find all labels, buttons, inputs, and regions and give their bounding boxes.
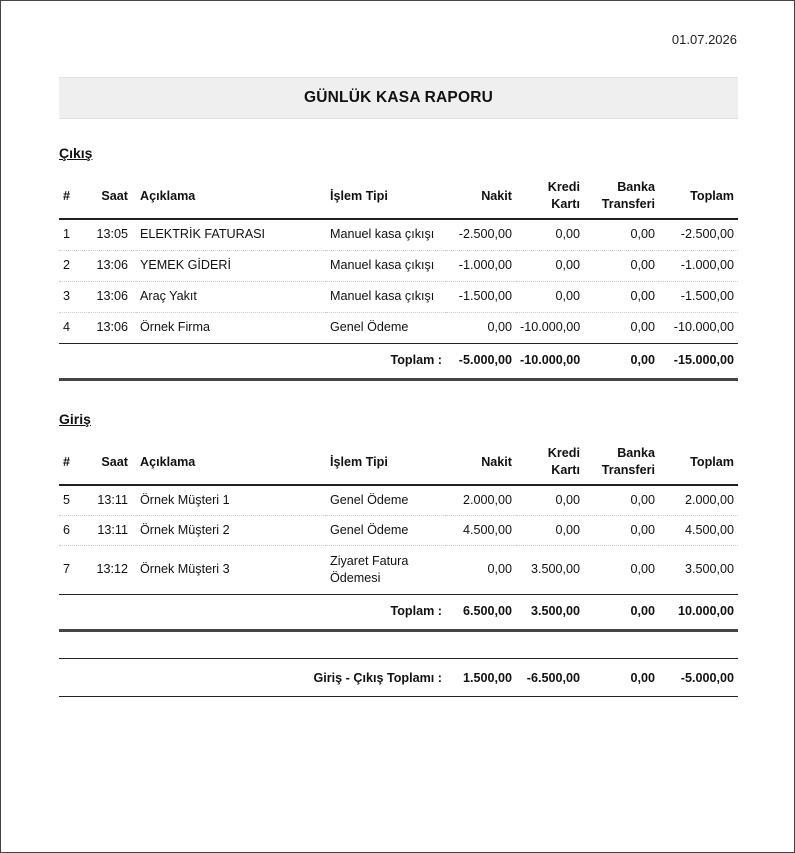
row-index: 1 [59,219,89,250]
col-cash-header: Nakit [446,174,516,219]
table-row [59,281,738,312]
table-row [59,485,738,515]
row-type: Ziyaret Fatura Ödemesi [326,545,446,594]
inflow-table [59,440,738,632]
row-cash: 0,00 [446,312,516,343]
row-cash: 0,00 [446,545,516,594]
net-cash: 1.500,00 [446,659,516,697]
col-type-header: İşlem Tipi [326,440,446,485]
row-cash: -2.500,00 [446,219,516,250]
total-cash: 6.500,00 [446,594,516,630]
table-row [59,545,738,594]
row-description: Örnek Müşteri 1 [136,485,326,515]
row-index: 4 [59,312,89,343]
row-time: 13:06 [89,281,136,312]
row-index: 7 [59,545,89,594]
row-time: 13:12 [89,545,136,594]
col-index-header: # [59,440,89,485]
row-time: 13:06 [89,312,136,343]
row-type: Genel Ödeme [326,312,446,343]
row-type: Manuel kasa çıkışı [326,219,446,250]
inflow-total-row [59,594,738,630]
row-cash: 2.000,00 [446,485,516,515]
total-card: -10.000,00 [516,343,584,379]
total-label: Toplam : [59,343,446,379]
col-bank-header: Banka Transferi [584,440,659,485]
table-header-row [59,174,738,219]
row-description: Örnek Müşteri 3 [136,545,326,594]
col-total-header: Toplam [659,174,738,219]
table-row [59,250,738,281]
row-bank: 0,00 [584,485,659,515]
table-header-row [59,440,738,485]
row-bank: 0,00 [584,250,659,281]
outflow-heading: Çıkış [59,145,93,161]
col-time-header: Saat [89,174,136,219]
row-total: 2.000,00 [659,485,738,515]
total-bank: 0,00 [584,343,659,379]
net-bank: 0,00 [584,659,659,697]
row-card: -10.000,00 [516,312,584,343]
inflow-heading: Giriş [59,411,91,427]
net-total: -5.000,00 [659,659,738,697]
row-cash: -1.000,00 [446,250,516,281]
net-total-table [59,659,738,697]
row-total: -10.000,00 [659,312,738,343]
row-total: 3.500,00 [659,545,738,594]
col-cash-header: Nakit [446,440,516,485]
report-title-bar [59,77,738,119]
row-type: Genel Ödeme [326,485,446,515]
row-bank: 0,00 [584,219,659,250]
row-bank: 0,00 [584,312,659,343]
net-total-label: Giriş - Çıkış Toplamı : [59,659,446,697]
row-card: 0,00 [516,515,584,545]
row-total: -1.000,00 [659,250,738,281]
row-time: 13:06 [89,250,136,281]
row-cash: -1.500,00 [446,281,516,312]
total-card: 3.500,00 [516,594,584,630]
report-date: 01.07.2026 [671,32,737,47]
row-description: Örnek Müşteri 2 [136,515,326,545]
row-type: Manuel kasa çıkışı [326,250,446,281]
row-type: Genel Ödeme [326,515,446,545]
row-index: 2 [59,250,89,281]
row-total: -2.500,00 [659,219,738,250]
col-type-header: İşlem Tipi [326,174,446,219]
col-total-header: Toplam [659,440,738,485]
row-description: Araç Yakıt [136,281,326,312]
row-time: 13:11 [89,515,136,545]
net-total-row [59,659,738,697]
total-label: Toplam : [59,594,446,630]
row-bank: 0,00 [584,281,659,312]
table-row [59,219,738,250]
row-bank: 0,00 [584,515,659,545]
row-description: Örnek Firma [136,312,326,343]
report-title: GÜNLÜK KASA RAPORU [303,89,494,106]
row-time: 13:11 [89,485,136,515]
col-index-header: # [59,174,89,219]
row-cash: 4.500,00 [446,515,516,545]
row-total: -1.500,00 [659,281,738,312]
net-card: -6.500,00 [516,659,584,697]
row-index: 3 [59,281,89,312]
row-card: 0,00 [516,485,584,515]
col-card-header: Kredi Kartı [516,440,584,485]
total-total: 10.000,00 [659,594,738,630]
total-cash: -5.000,00 [446,343,516,379]
table-row [59,515,738,545]
col-time-header: Saat [89,440,136,485]
row-card: 0,00 [516,250,584,281]
row-bank: 0,00 [584,545,659,594]
row-time: 13:05 [89,219,136,250]
col-description-header: Açıklama [136,440,326,485]
col-bank-header: Banka Transferi [584,174,659,219]
row-description: YEMEK GİDERİ [136,250,326,281]
row-description: ELEKTRİK FATURASI [136,219,326,250]
col-card-header: Kredi Kartı [516,174,584,219]
col-description-header: Açıklama [136,174,326,219]
total-bank: 0,00 [584,594,659,630]
row-card: 0,00 [516,281,584,312]
total-total: -15.000,00 [659,343,738,379]
row-card: 0,00 [516,219,584,250]
outflow-table [59,174,738,381]
row-index: 6 [59,515,89,545]
row-type: Manuel kasa çıkışı [326,281,446,312]
row-card: 3.500,00 [516,545,584,594]
row-total: 4.500,00 [659,515,738,545]
table-row [59,312,738,343]
row-index: 5 [59,485,89,515]
outflow-total-row [59,343,738,379]
